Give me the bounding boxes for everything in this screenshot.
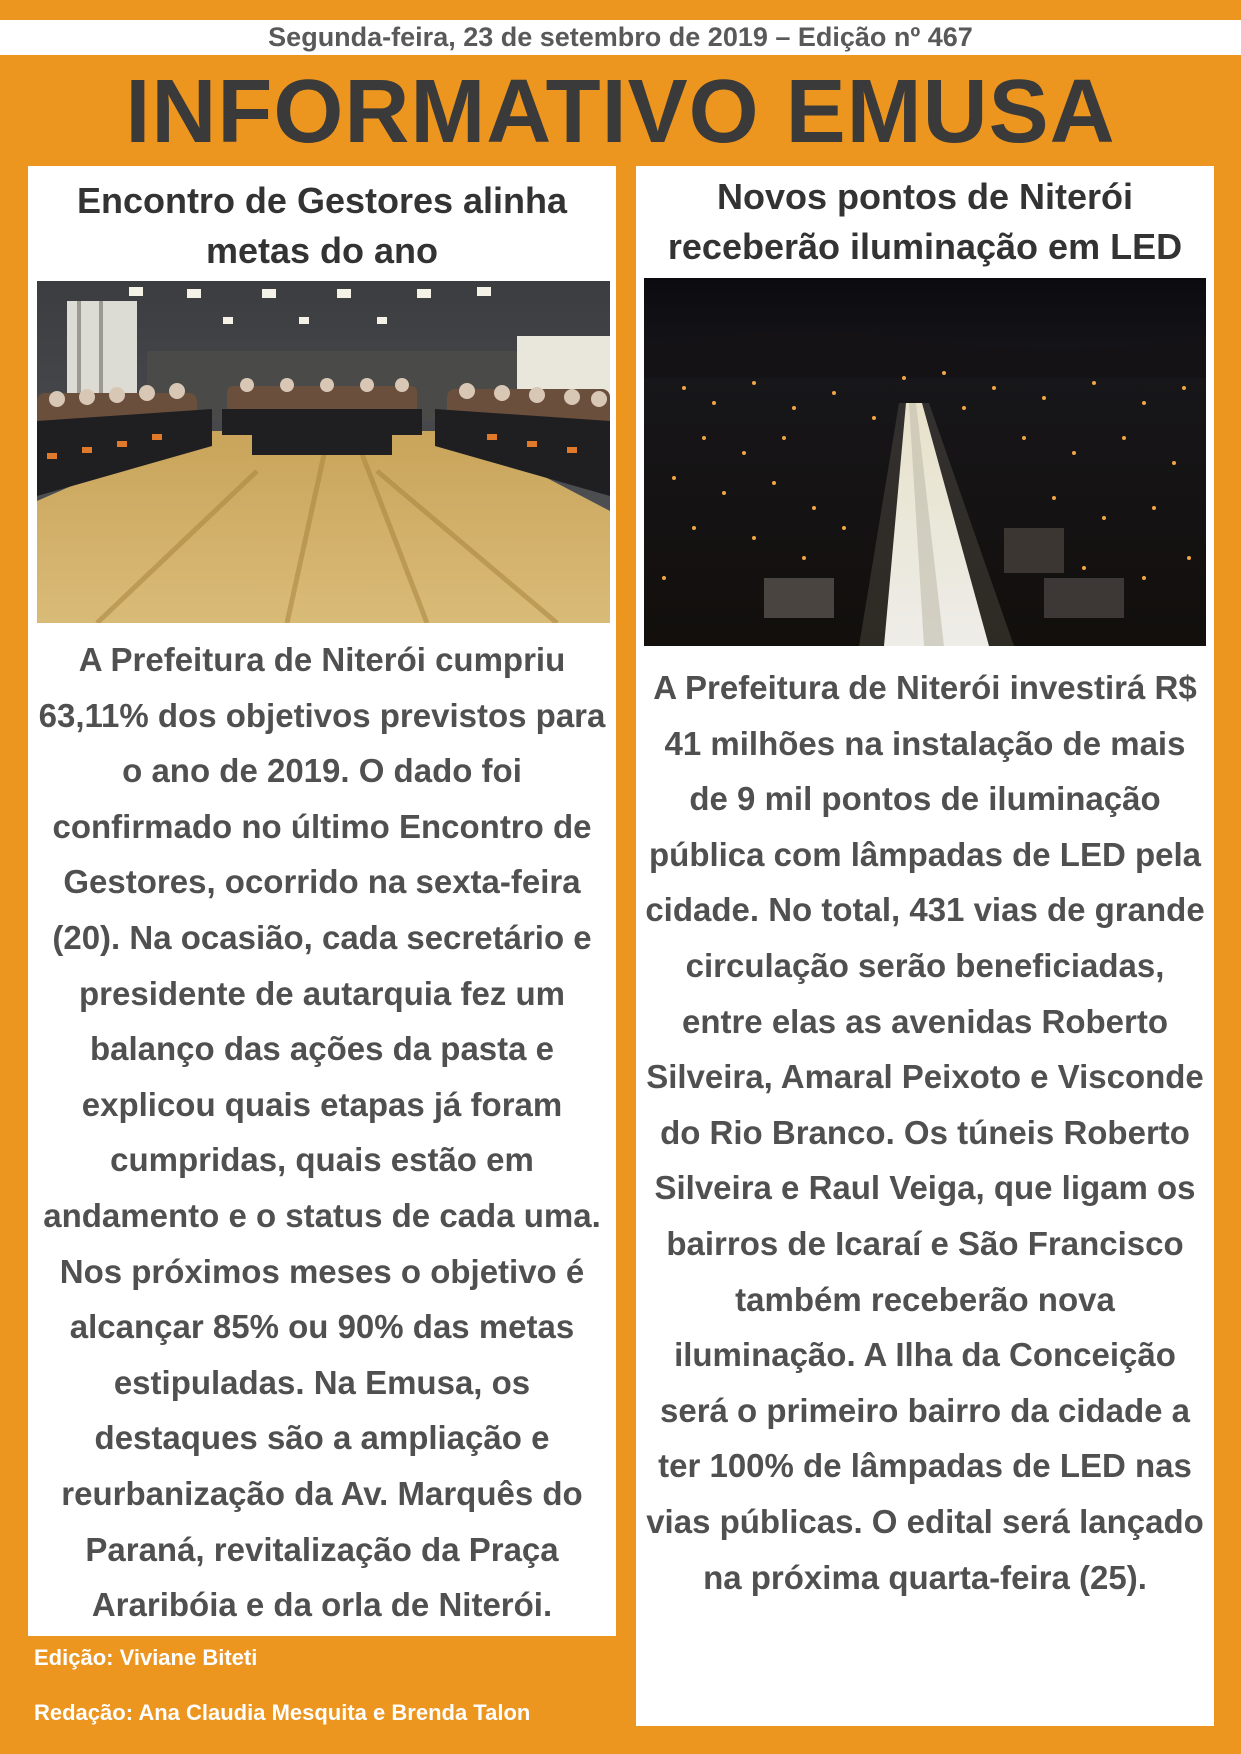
article-headline: Encontro de Gestores alinha metas do ano <box>76 180 568 271</box>
night-avenue-aerial-photo <box>644 278 1206 646</box>
article-gestores <box>28 166 616 1636</box>
credit-writers: Redação: Ana Claudia Mesquita e Brenda Talon <box>34 1700 531 1725</box>
meeting-room-photo <box>37 281 610 623</box>
article-body: A Prefeitura de Niterói cumpriu 63,11% dos objetivos previstos para o ano de 2019. O dado foi confirmado no último Encontro de Gestores, ocorrido na sexta-feira (20). Na ocasião, cada secretário e presidente de autarquia fez um balanço das ações da pasta e explicou quais etapas já foram cumpridas, quais estão em andamento e o status de cada uma. Nos próximos meses o objetivo é alcançar 85% ou 90% das metas estipuladas. Na Emusa, os destaques são a ampliação e reurbanização da Av. Marquês do Paraná, revitalização da Praça Araribóia e da orla de Niterói. <box>38 641 606 1624</box>
masthead-title: INFORMATIVO EMUSA <box>125 62 1116 162</box>
credit-editor: Edição: Viviane Biteti <box>34 1645 258 1670</box>
article-body: A Prefeitura de Niterói investirá R$ 41 milhões na instalação de mais de 9 mil pontos de iluminação pública com lâmpadas de LED pela cidade. No total, 431 vias de grande circulação serão beneficiadas, entre elas as avenidas Roberto Silveira, Amaral Peixoto e Visconde do Rio Branco. Os túneis Roberto Silveira e Raul Veiga, que ligam os bairros de Icaraí e São Francisco também receberão nova iluminação. A Ilha da Conceição será o primeiro bairro da cidade a ter 100% de lâmpadas de LED nas vias públicas. O edital será lançado na próxima quarta-feira (25). <box>645 669 1205 1596</box>
article-headline: Novos pontos de Niterói receberão iluminação em LED <box>667 176 1183 267</box>
dateline: Segunda-feira, 23 de setembro de 2019 – Edição nº 467 <box>0 20 1241 55</box>
article-led <box>636 166 1214 1726</box>
